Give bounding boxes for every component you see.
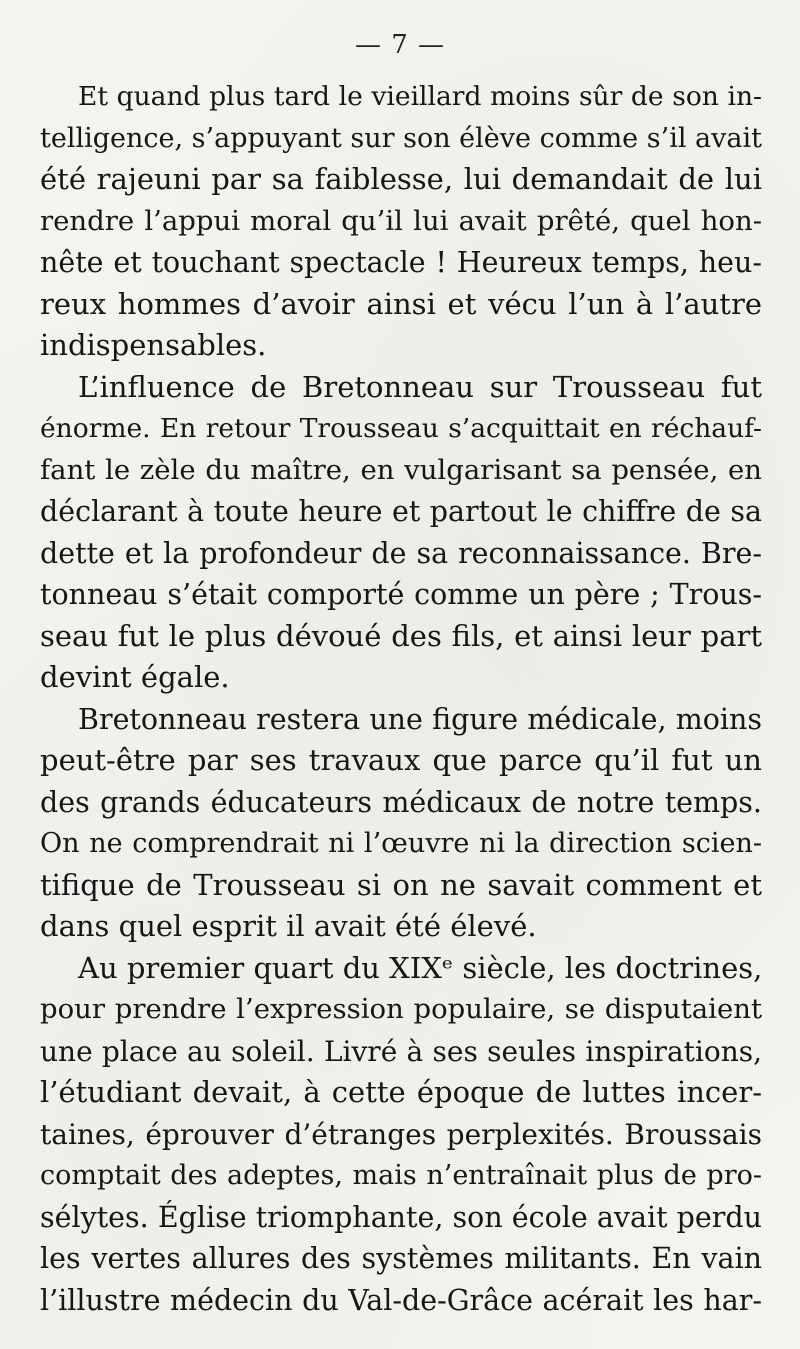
paragraph [40,699,762,948]
paragraph [40,76,762,367]
text-line: On ne comprendrait ni l’œuvre ni la direction scien- [40,828,762,859]
text-line: Au premier quart du XIXᵉ siècle, les doctrines, [78,950,763,985]
text-line: fant le zèle du maître, en vulgarisant sa pensée, en [40,453,762,486]
text-line: les vertes allures des systèmes militants. En vain [40,1242,762,1275]
text-line: été rajeuni par sa faiblesse, lui demandait de lui [40,162,762,196]
text-line: comptait des adeptes, mais n’entraînait plus de pro- [40,1160,762,1191]
text-line: indispensables. [40,328,267,362]
text-line: Et quand plus tard le vieillard moins sûr de son in- [78,81,762,112]
paragraph [40,367,762,699]
body-text [40,76,762,1321]
text-line: des grands éducateurs médicaux de notre temps. [40,785,762,819]
text-line: rendre l’appui moral qu’il lui avait prêté, quel hon- [40,204,762,237]
text-line: nête et touchant spectacle ! Heureux temps, heu- [40,246,762,279]
text-line: reux hommes d’avoir ainsi et vécu l’un à l’autre [40,286,762,321]
text-line: dans quel esprit il avait été élevé. [40,909,537,943]
text-line: Bretonneau restera une figure médicale, moins [78,702,762,736]
text-line: énorme. En retour Trousseau s’acquittait en réchauf- [40,413,762,444]
text-line: tifique de Trousseau si on ne savait comment et [40,867,762,902]
text-line: telligence, s’appuyant sur son élève comme s’il avait [40,122,762,154]
text-line: devint égale. [40,660,230,694]
text-line: sélytes. Église triomphante, son école avait perdu [40,1200,762,1234]
text-line: taines, éprouver d’étranges perplexités. Broussais [40,1117,762,1151]
paragraph [40,948,762,1322]
text-line: l’illustre médecin du Val-de-Grâce acérait les har- [40,1283,762,1317]
text-line: tonneau s’était comporté comme un père ; Trous- [40,578,762,611]
text-line: pour prendre l’expression populaire, se disputaient [40,993,762,1025]
text-line: l’étudiant devait, à cette époque de luttes incer- [40,1075,762,1109]
text-line: dette et la profondeur de sa reconnaissance. Bre- [40,536,762,570]
text-line: peut-être par ses travaux que parce qu’il fut un [40,743,762,777]
page-number: — 7 — [354,30,446,60]
text-line: déclarant à toute heure et partout le chiffre de sa [40,495,762,528]
text-line: une place au soleil. Livré à ses seules inspirations, [40,1034,762,1068]
text-line: L’influence de Bretonneau sur Trousseau fut [78,369,762,404]
text-line: seau fut le plus dévoué des fils, et ainsi leur part [40,618,762,653]
